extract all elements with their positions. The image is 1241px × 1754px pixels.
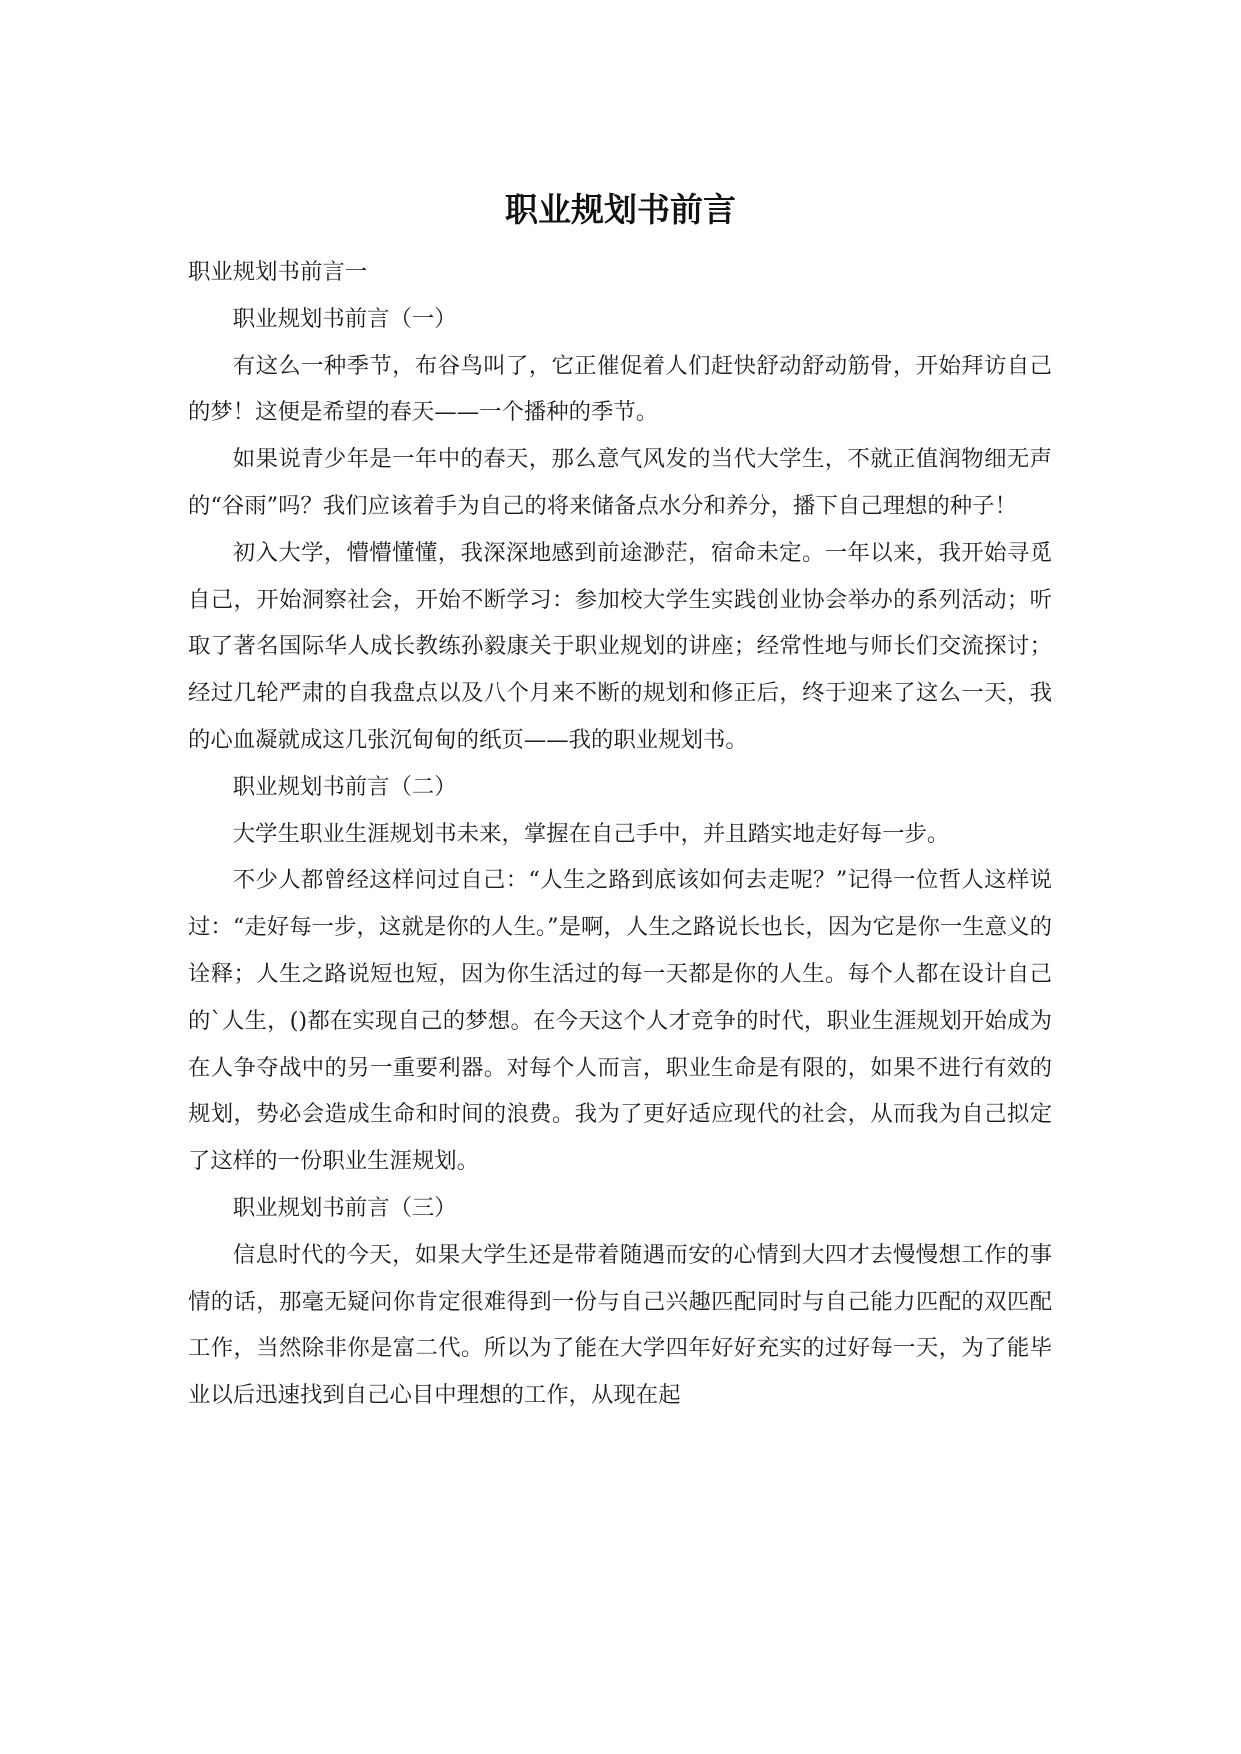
body-paragraph: 有这么一种季节，布谷鸟叫了，它正催促着人们赶快舒动舒动筋骨，开始拜访自己的梦！这便是希望的春天——一个播种的季节。 [188, 352, 1052, 426]
subsection-heading: 职业规划书前言（二） [232, 773, 457, 800]
document-title: 职业规划书前言 [505, 190, 736, 229]
body-paragraph: 如果说青少年是一年中的春天，那么意气风发的当代大学生，不就正值润物细无声的“谷雨”吗？我们应该着手为自己的将来储备点水分和养分，播下自己理想的种子！ [188, 446, 1052, 519]
subsection-heading: 职业规划书前言（三） [232, 1194, 457, 1221]
body-paragraph: 初入大学，懵懵懂懂，我深深地感到前途渺茫，宿命未定。一年以来，我开始寻觅自己，开始洞察社会，开始不断学习：参加校大学生实践创业协会举办的系列活动；听取了著名国际华人成长教练孙毅康关于职业规划的讲座；经常性地与师长们交流探讨；经过几轮严肃的自我盘点以及八个月来不断的规划和修正后，终于迎来了这么一天，我的心血凝就成这几张沉甸甸的纸页——我的职业规划书。 [188, 539, 1052, 753]
subsection-heading: 职业规划书前言（一） [232, 305, 457, 332]
body-paragraph: 信息时代的今天，如果大学生还是带着随遇而安的心情到大四才去慢慢想工作的事情的话，那毫无疑问你肯定很难得到一份与自己兴趣匹配同时与自己能力匹配的双匹配工作，当然除非你是富二代。所以为了能在大学四年好好充实的过好每一天，为了能毕业以后迅速找到自己心目中理想的工作，从现在起 [188, 1241, 1052, 1409]
document-body [188, 249, 1052, 1419]
section-heading: 职业规划书前言一 [188, 259, 368, 285]
body-paragraph: 不少人都曾经这样问过自己：“人生之路到底该如何去走呢？”记得一位哲人这样说过：“走好每一步，这就是你的人生。”是啊，人生之路说长也长，因为它是你一生意义的诠释；人生之路说短也短，因为你生活过的每一天都是你的人生。每个人都在设计自己的`人生，()都在实现自己的梦想。在今天这个人才竞争的时代，职业生涯规划开始成为在人争夺战中的另一重要利器。对每个人而言，职业生命是有限的，如果不进行有效的规划，势必会造成生命和时间的浪费。我为了更好适应现代的社会，从而我为自己拟定了这样的一份职业生涯规划。 [188, 867, 1052, 1175]
body-paragraph: 大学生职业生涯规划书未来，掌握在自己手中，并且踏实地走好每一步。 [232, 820, 950, 847]
